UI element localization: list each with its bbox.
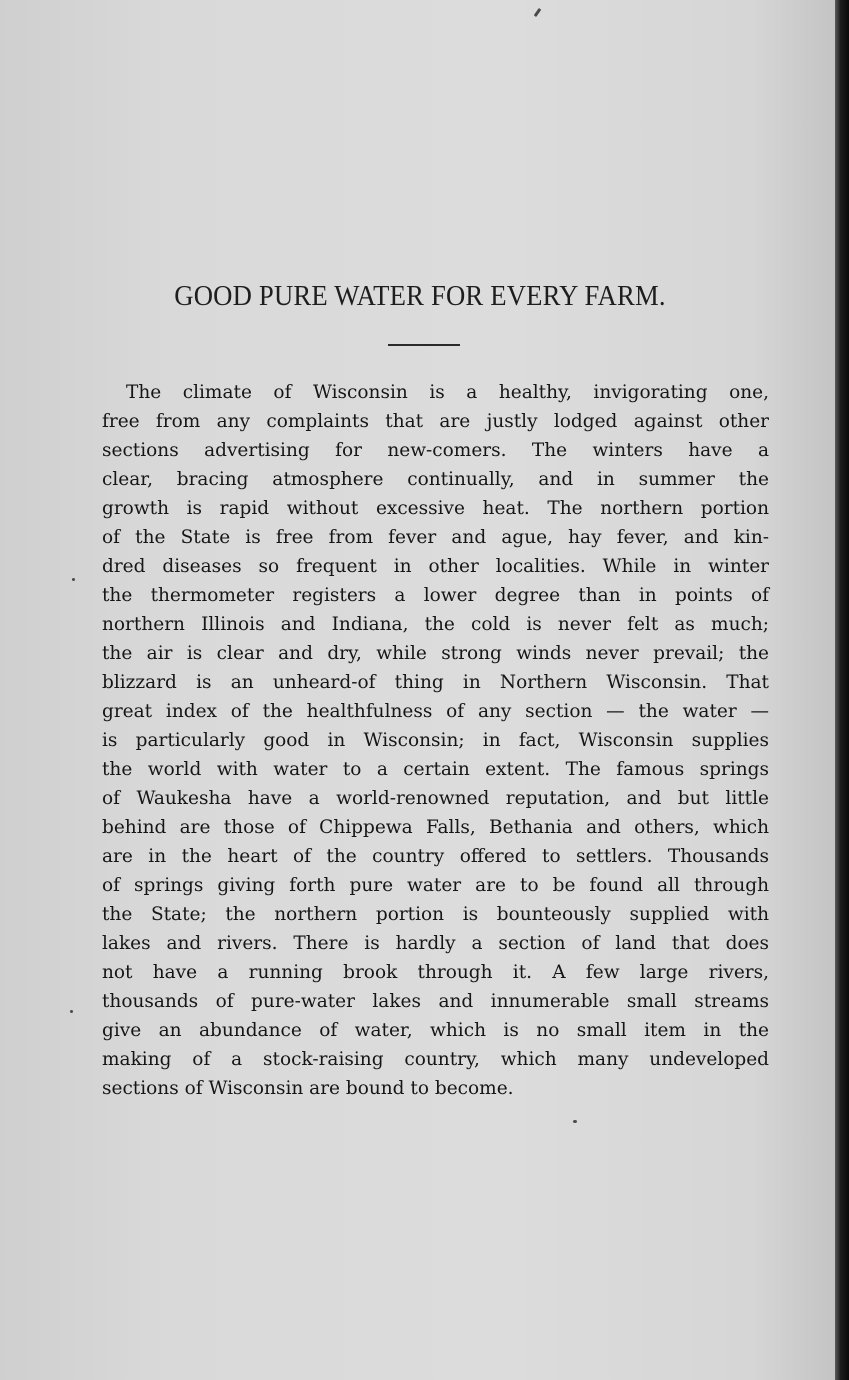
text-line: blizzard is an unheard-of thing in Northern Wisconsin. That [102,672,769,693]
text-line: the thermometer registers a lower degree than in points of [102,585,769,606]
text-line: dred diseases so frequent in other localities. While in winter [102,556,769,577]
text-line: lakes and rivers. There is hardly a section of land that does [102,933,769,954]
text-line: free from any complaints that are justly lodged against other [102,411,769,432]
text-line: of the State is free from fever and ague, hay fever, and kin- [102,527,769,548]
text-line: give an abundance of water, which is no small item in the [102,1020,769,1041]
text-line: are in the heart of the country offered to settlers. Thousands [102,846,769,867]
page-edge-shadow [835,0,849,1380]
text-line: sections advertising for new-comers. The winters have a [102,440,769,461]
paper-speck [534,8,542,17]
text-line: great index of the healthfulness of any section — the water — [102,701,769,722]
text-line: behind are those of Chippewa Falls, Bethania and others, which [102,817,769,838]
paper-speck [70,1010,73,1013]
body-paragraph [102,378,769,1103]
text-line: of springs giving forth pure water are to be found all through [102,875,769,896]
text-line: sections of Wisconsin are bound to become. [102,1078,514,1099]
page-title: GOOD PURE WATER FOR EVERY FARM. [174,280,666,312]
text-line: clear, bracing atmosphere continually, and in summer the [102,469,769,490]
text-line: northern Illinois and Indiana, the cold is never felt as much; [102,614,769,635]
paper-speck [573,1120,577,1123]
text-line: of Waukesha have a world-renowned reputation, and but little [102,788,769,809]
text-line: making of a stock-raising country, which many undeveloped [102,1049,769,1070]
text-line: the world with water to a certain extent. The famous springs [102,759,769,780]
title-rule [388,344,460,346]
paper-speck [72,578,75,581]
text-line: not have a running brook through it. A few large rivers, [102,962,769,983]
text-line: is particularly good in Wisconsin; in fact, Wisconsin supplies [102,730,769,751]
text-line: the air is clear and dry, while strong winds never prevail; the [102,643,769,664]
text-line: the State; the northern portion is bounteously supplied with [102,904,769,925]
text-line: The climate of Wisconsin is a healthy, invigorating one, [126,382,769,403]
text-line: growth is rapid without excessive heat. The northern portion [102,498,769,519]
text-line: thousands of pure-water lakes and innumerable small streams [102,991,769,1012]
